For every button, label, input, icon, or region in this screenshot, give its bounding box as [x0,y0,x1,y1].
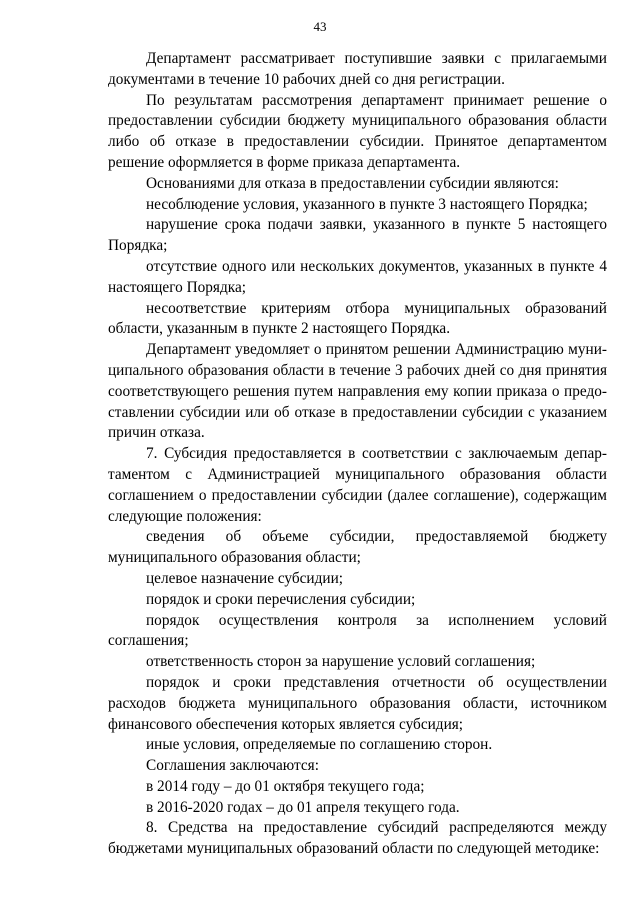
list-item: целевое назначение субсидии; [146,569,344,587]
list-item: порядок и сроки представления отчетности об осуществлении расходов бюджета муниципального образования области, источником финансового обеспечения которых является субсидия; [108,673,607,733]
list-item: в 2014 году – до 01 октября текущего года; [146,777,425,795]
list-item: иные условия, определяемые по соглашению сторон. [146,736,493,754]
paragraph: Департамент рассматривает поступившие заявки с прилагаемыми документами в течение 10 рабочих дней со дня регистрации. [108,50,607,88]
paragraph: Основаниями для отказа в предоставлении субсидии являются: [146,174,559,192]
paragraph: Соглашения заключаются: [146,757,319,775]
document-body [108,49,607,860]
list-item: сведения об объеме субсидии, предоставляемой бюджету муниципального образования области; [108,528,607,567]
list-item: в 2016-2020 годах – до 01 апреля текущего года. [146,798,460,816]
list-item: нарушение срока подачи заявки, указанного в пункте 5 настоящего Порядка; [108,216,607,255]
page-number: 43 [313,19,327,34]
list-item: отсутствие одного или нескольких документов, указанных в пункте 4 настоящего Порядка; [108,257,607,296]
list-item: несоответствие критериям отбора муниципальных образований области, указанным в пункте 2 настоящего Порядка. [108,299,607,338]
section-8-paragraph: 8. Средства на предоставление субсидий распределяются между бюджетами муниципальных образований области по следующей методике: [108,819,607,858]
paragraph: По результатам рассмотрения департамент принимает решение о предоставлении субсидии бюджету муниципального образования области либо об отказе в предоставлении субсидии. Принятое департаментом решение оформляется в форме приказа департамента. [108,91,607,171]
list-item: порядок и сроки перечисления субсидии; [146,590,416,608]
section-7-paragraph: 7. Субсидия предоставляется в соответствии с заключаемым департаментом с Администрацией муниципального образования области соглашением о предоставлении субсидии (далее соглашение), содержащим следующие положения: [108,445,607,525]
paragraph: Департамент уведомляет о принятом решении Администрацию муниципального образования области в течение 3 рабочих дней со дня принятия соответствующего решения путем направления ему копии приказа о предоставлении субсидии или об отказе в предоставлении субсидии с указанием причин отказа. [108,341,607,442]
list-item: несоблюдение условия, указанного в пункте 3 настоящего Порядка; [146,195,588,213]
list-item: порядок осуществления контроля за исполнением условий соглашения; [108,611,607,650]
list-item: ответственность сторон за нарушение условий соглашения; [146,653,536,671]
